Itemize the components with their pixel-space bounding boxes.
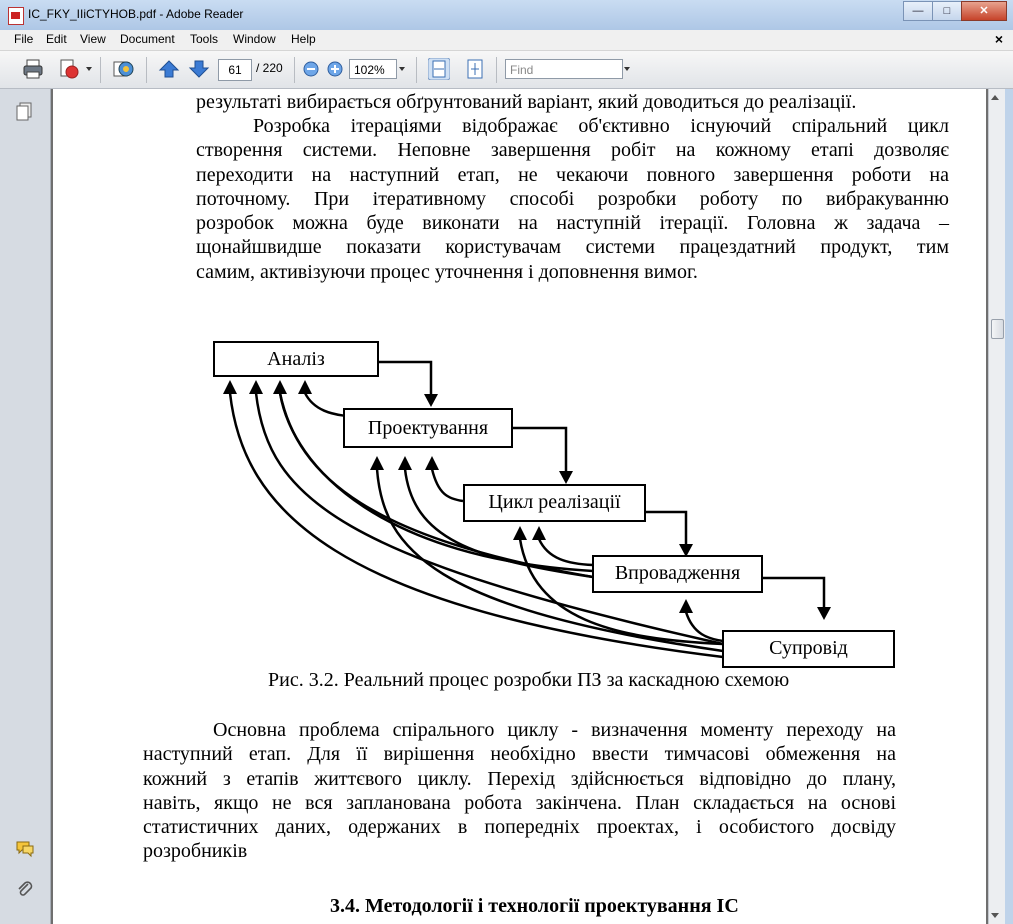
navigation-panel	[0, 89, 51, 924]
fit-width-icon[interactable]	[428, 58, 450, 80]
text-line: розробників	[143, 840, 248, 863]
scroll-thumb[interactable]	[991, 319, 1004, 339]
box-implementation-cycle: Цикл реалізації	[463, 484, 646, 522]
toolbar-separator	[416, 57, 417, 83]
fit-page-icon[interactable]	[464, 58, 486, 80]
flow-connector	[377, 362, 431, 394]
menu-window[interactable]: Window	[233, 32, 276, 46]
arrowhead-icon	[424, 394, 438, 407]
collaborate-icon[interactable]	[112, 58, 134, 80]
text-line: навіть, якщо не вся запланована робота закінчена. План складається на основі	[143, 791, 896, 814]
box-maintenance: Супровід	[722, 630, 895, 668]
flow-connector	[645, 512, 686, 544]
menu-file[interactable]: File	[14, 32, 34, 46]
box-analysis: Аналіз	[213, 341, 379, 377]
title-bar	[0, 0, 1013, 30]
toolbar-separator	[100, 57, 101, 83]
arrowhead-icon	[532, 526, 546, 540]
arrowhead-icon	[559, 471, 573, 484]
next-page-icon[interactable]	[188, 58, 210, 80]
pdf-file-icon	[8, 7, 24, 25]
feedback-curve	[305, 393, 346, 417]
previous-page-icon[interactable]	[158, 58, 180, 80]
maximize-button[interactable]: □	[932, 1, 962, 21]
text-line: самим, активізуючи процес уточнення і доповнення вимог.	[196, 260, 698, 283]
menu-tools[interactable]: Tools	[190, 32, 219, 46]
menu-edit[interactable]: Edit	[46, 32, 67, 46]
text-line: кожний з етапів життєвого циклу. Перехід здійснюється відповідно до плану,	[143, 767, 896, 790]
print-icon[interactable]	[22, 58, 44, 80]
text-line: розробок можна буде виконати на наступній ітерації. Головна ж задача –	[196, 212, 949, 235]
toolbar-separator	[294, 57, 295, 83]
box-design: Проектування	[343, 408, 513, 448]
find-dropdown-icon[interactable]	[624, 67, 630, 71]
export-dropdown-icon[interactable]	[86, 67, 92, 71]
text-line: створення системи. Неповне завершення робіт на кожному етапі дозволяє	[196, 139, 949, 162]
scroll-down-icon[interactable]	[991, 913, 999, 918]
feedback-curve	[432, 469, 463, 501]
arrowhead-icon	[817, 607, 831, 620]
feedback-curve	[539, 539, 593, 565]
box-deployment: Впровадження	[592, 555, 763, 593]
text-line: поточному. При ітеративному способі розробки роботу по вибракуванню	[196, 187, 949, 210]
menu-bar	[0, 30, 1013, 51]
minimize-button[interactable]: —	[903, 1, 933, 21]
zoom-out-icon[interactable]	[300, 58, 322, 80]
page-number-input[interactable]: 61	[218, 59, 252, 81]
toolbar-separator	[146, 57, 147, 83]
text-line: Розробка ітераціями відображає об'єктивно існуючий спіральний цикл	[253, 115, 949, 137]
text-line: статистичних даних, одержаних в попередніх проектах, і особистого досвіду	[143, 816, 896, 839]
flow-connector	[512, 428, 566, 471]
text-line: Основна проблема спірального циклу - визначення моменту переходу на	[213, 719, 896, 741]
scroll-up-icon[interactable]	[991, 95, 999, 100]
arrowhead-icon	[425, 456, 439, 470]
zoom-level-input[interactable]: 102%	[349, 59, 397, 79]
zoom-dropdown-icon[interactable]	[399, 67, 405, 71]
text-line: щонайшвидше показати користувачам системи працездатний продукт, тим	[196, 236, 949, 259]
paragraph-2	[143, 718, 896, 864]
text-line: результаті вибирається обґрунтований варіант, який доводиться до реалізації.	[196, 91, 857, 113]
toolbar	[0, 51, 1013, 89]
page-total: / 220	[256, 61, 283, 75]
arrowhead-icon	[223, 380, 237, 394]
arrowhead-icon	[513, 526, 527, 540]
section-heading: 3.4. Методології і технології проектування ІС	[330, 895, 739, 917]
menu-view[interactable]: View	[80, 32, 106, 46]
arrowhead-icon	[298, 380, 312, 394]
text-line: переходити на наступний етап, не чекаючи повного завершення роботи на	[196, 163, 949, 186]
text-line: наступний етап. Для її вирішення необхідно ввести тимчасові обмеження на	[143, 743, 896, 766]
arrowhead-icon	[249, 380, 263, 394]
menu-help[interactable]: Help	[291, 32, 316, 46]
arrowhead-icon	[679, 599, 693, 613]
pdf-page	[53, 89, 986, 924]
zoom-in-icon[interactable]	[324, 58, 346, 80]
vertical-scrollbar[interactable]	[988, 89, 1006, 924]
find-input[interactable]: Find	[505, 59, 623, 79]
comments-icon[interactable]	[15, 839, 35, 859]
flow-connector	[762, 578, 824, 607]
menu-document[interactable]: Document	[120, 32, 175, 46]
arrowhead-icon	[398, 456, 412, 470]
arrowhead-icon	[370, 456, 384, 470]
arrowhead-icon	[273, 380, 287, 394]
figure-caption: Рис. 3.2. Реальний процес розробки ПЗ за каскадною схемою	[268, 669, 790, 691]
close-document-icon[interactable]: ×	[994, 31, 1003, 47]
window-border	[1005, 89, 1013, 924]
export-icon[interactable]	[58, 58, 80, 80]
attachments-icon[interactable]	[15, 879, 35, 899]
pages-icon[interactable]	[15, 101, 35, 121]
close-window-button[interactable]: ✕	[961, 1, 1007, 21]
window-title: IC_FKY_IIiCTYHOB.pdf - Adobe Reader	[28, 7, 244, 21]
toolbar-separator	[496, 57, 497, 83]
